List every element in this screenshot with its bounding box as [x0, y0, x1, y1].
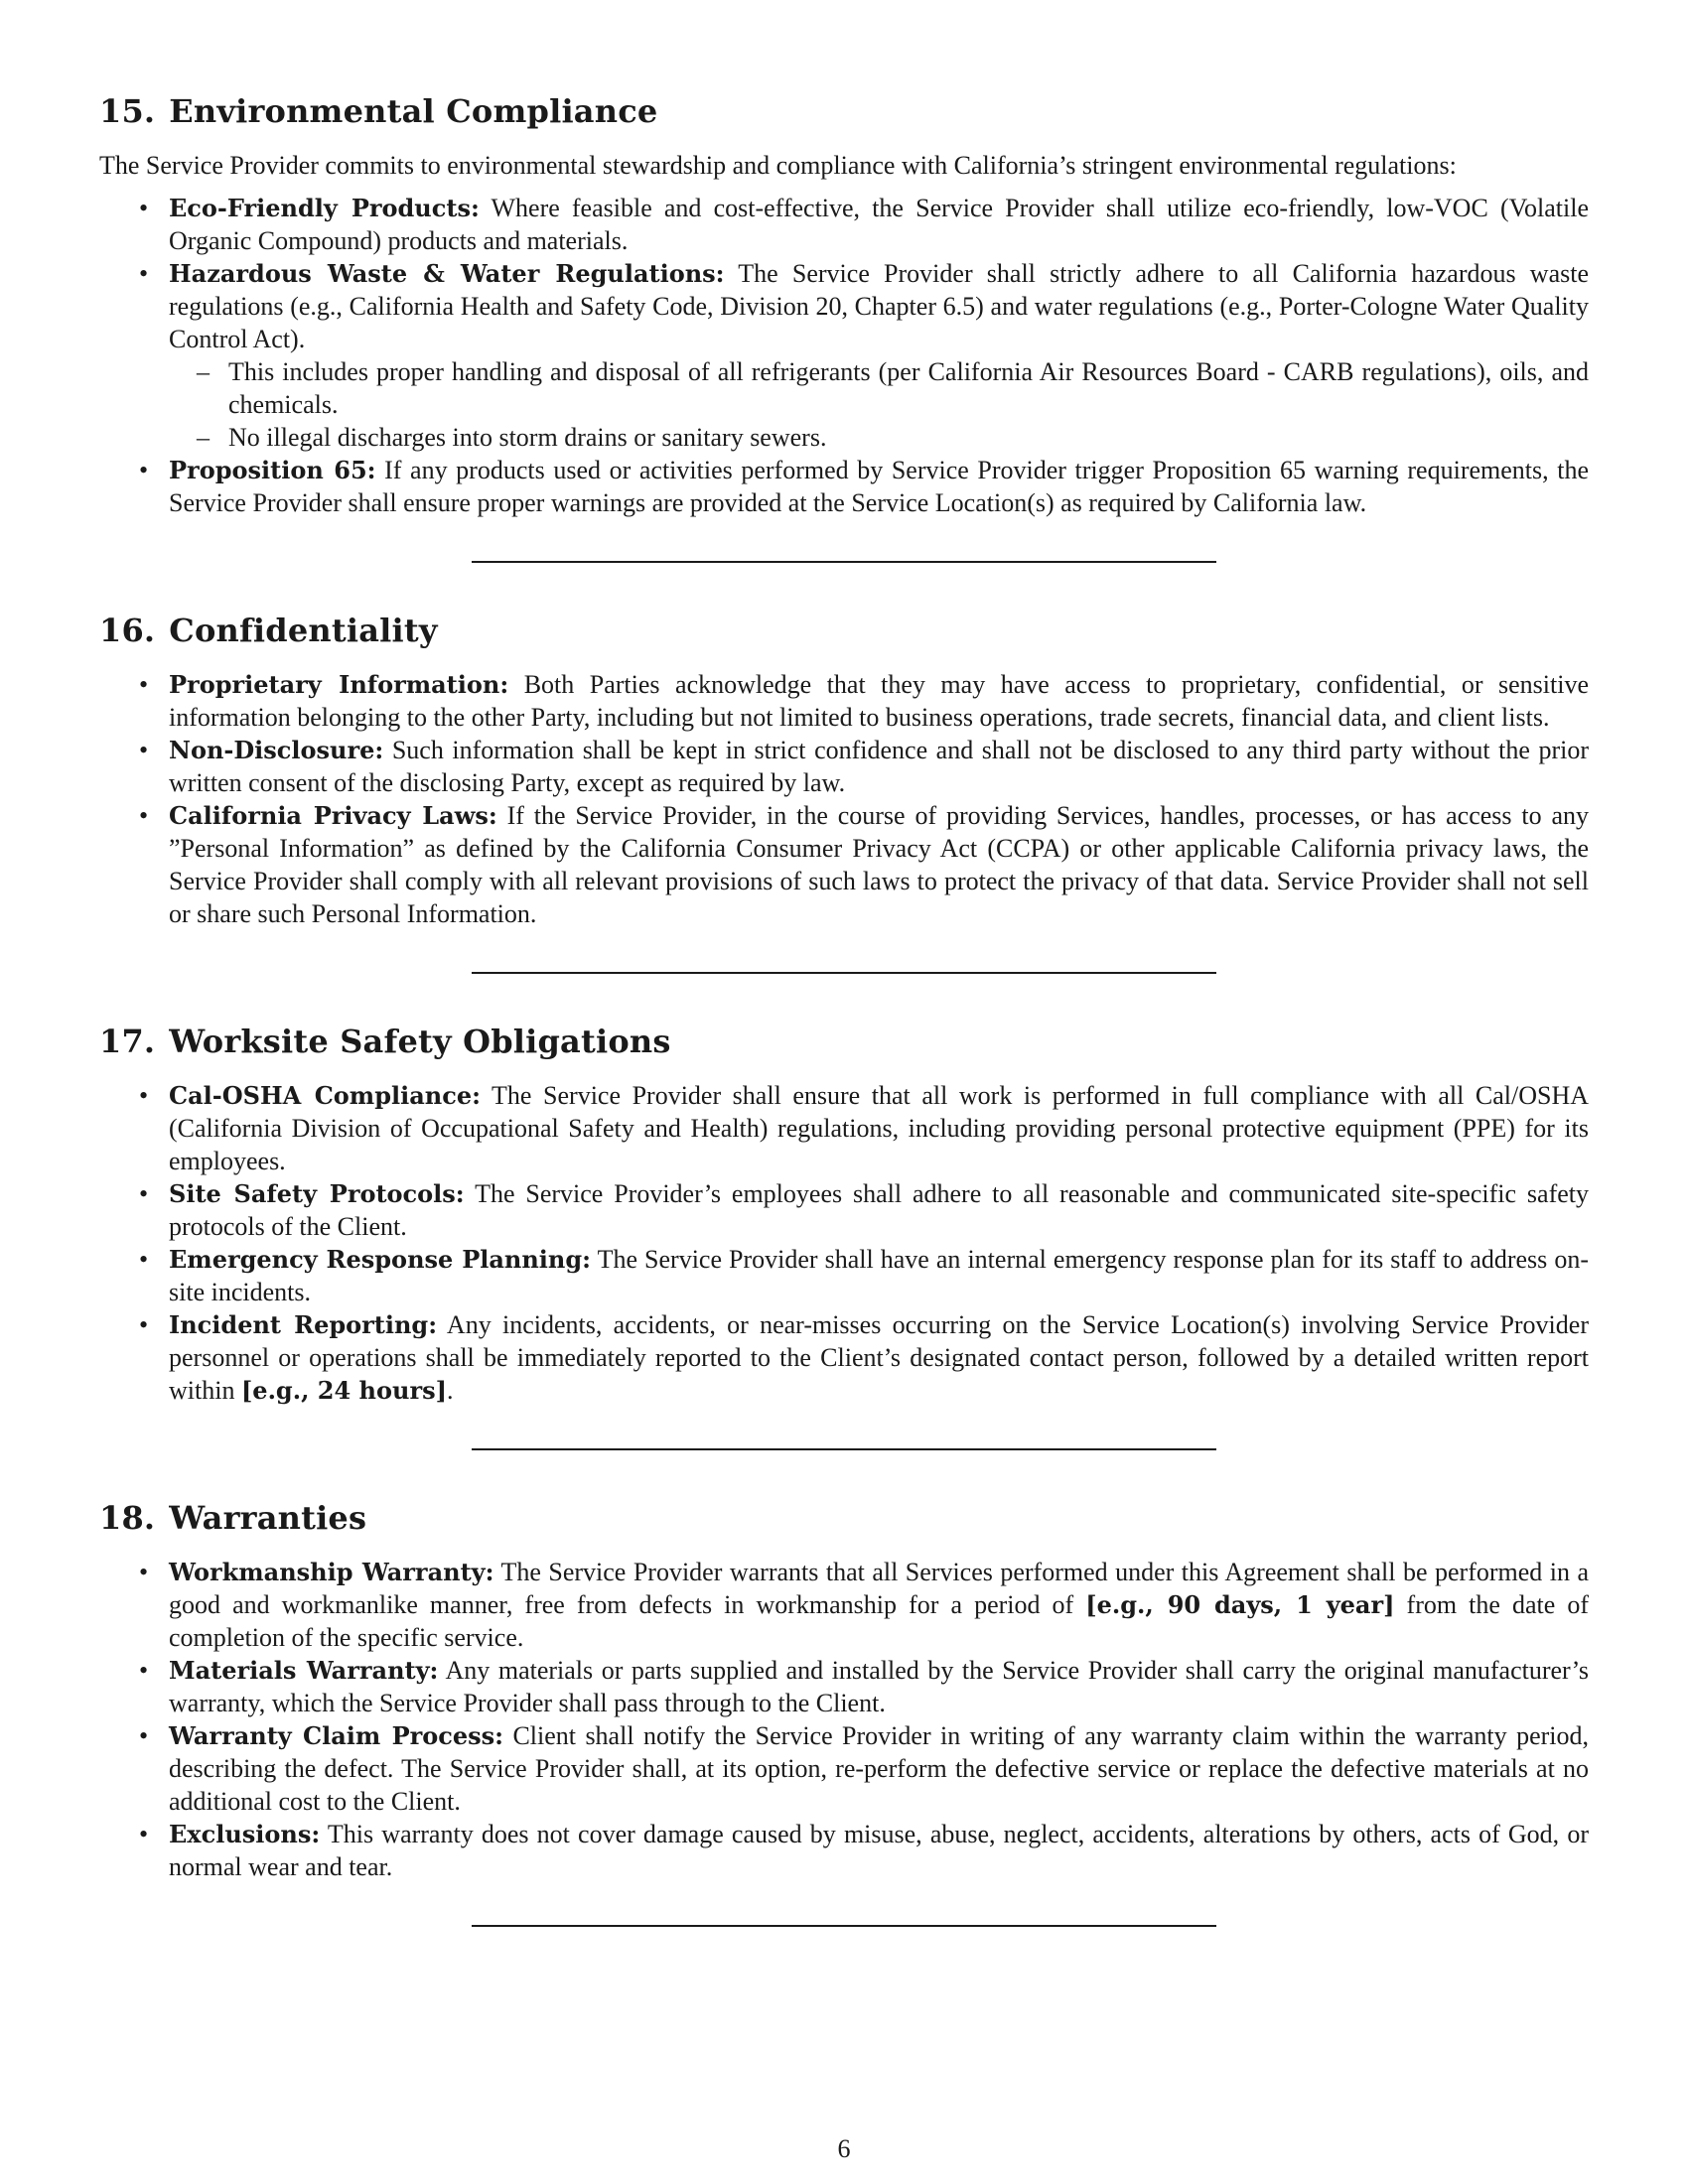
bullet-icon: • [139, 1656, 149, 1685]
section-heading: 17. Worksite Safety Obligations [99, 1023, 671, 1060]
list-item: • Cal-OSHA Compliance: The Service Provider shall ensure that all work is performed in full compliance with all Cal/OSHA (California Division of Occupational Safety and Health) regulations, including providing personal protective equipment (PPE) for its employees. [139, 1081, 1589, 1175]
list-item: • Proposition 65: If any products used or activities performed by Service Provider trigger Proposition 65 warning requirements, the Service Provider shall ensure proper warnings are provided at the Service Location(s) as required by California law. [139, 456, 1589, 517]
section-heading: 16. Confidentiality [99, 612, 438, 649]
bullet-icon: • [139, 456, 149, 484]
dash-icon: – [197, 357, 210, 386]
bullet-icon: • [139, 194, 149, 222]
list-item: • California Privacy Laws: If the Service Provider, in the course of providing Services, handles, processes, or has access to any ”Personal Information” as defined by the California Consumer Privacy Act (CCPA) or other applicable California privacy laws, the Service Provider shall comply with all relevant provisions of such laws to protect the privacy of that data. Service Provider shall not sell or share such Personal Information. [139, 801, 1590, 928]
section-15 [99, 91, 1589, 563]
bullet-list [99, 192, 1589, 519]
list-item: • Materials Warranty: Any materials or parts supplied and installed by the Service Provider shall carry the original manufacturer’s warranty, which the Service Provider shall pass through to the Client. [139, 1656, 1590, 1717]
bullet-icon: • [139, 736, 149, 764]
section-heading: 18. Warranties [99, 1499, 367, 1537]
list-item: • Warranty Claim Process: Client shall notify the Service Provider in writing of any warranty claim within the warranty period, describing the defect. The Service Provider shall, at its option, re-perform the defective service or replace the defective materials at no additional cost to the Client. [139, 1721, 1590, 1816]
bullet-icon: • [139, 1721, 149, 1750]
bullet-icon: • [139, 1558, 149, 1586]
sub-list-item: – This includes proper handling and disposal of all refrigerants (per California Air Resources Board - CARB regulations), oils, and chemicals. [197, 357, 1589, 419]
sub-list [169, 355, 1589, 454]
list-item: • Exclusions: This warranty does not cover damage caused by misuse, abuse, neglect, accidents, alterations by others, acts of God, or normal wear and tear. [139, 1820, 1589, 1881]
section-16 [99, 611, 1589, 974]
section-18 [99, 1498, 1589, 1927]
section-divider [472, 1925, 1216, 1927]
bullet-icon: • [139, 1820, 149, 1848]
sub-list-item: – No illegal discharges into storm drains or sanitary sewers. [197, 423, 827, 452]
list-item: • Hazardous Waste & Water Regulations: The Service Provider shall strictly adhere to all California hazardous waste regulations (e.g., California Health and Safety Code, Division 20, Chapter 6.5) and water regulations (e.g., Porter-Cologne Water Quality Control Act). – This includes proper handling and disposal of all refrigerants (per California Air Resources Board - CARB regulations), oils, and chemicals. – No illegal discharges into storm drains or sanitary sewers. [139, 259, 1589, 452]
list-item: • Emergency Response Planning: The Service Provider shall have an internal emergency response plan for its staff to address on-site incidents. [139, 1245, 1589, 1306]
document-page [99, 91, 1589, 1927]
bullet-icon: • [139, 670, 149, 699]
list-item: • Workmanship Warranty: The Service Provider warrants that all Services performed under this Agreement shall be performed in a good and workmanlike manner, free from defects in workmanship for a period of [e.g., 90 days, 1 year] from the date of completion of the specific service. [139, 1558, 1590, 1652]
section-intro: The Service Provider commits to environmental stewardship and compliance with California’s stringent environmental regulations: [99, 151, 1457, 180]
dash-icon: – [197, 423, 210, 452]
list-item: • Non-Disclosure: Such information shall be kept in strict confidence and shall not be disclosed to any third party without the prior written consent of the disclosing Party, except as required by law. [139, 736, 1589, 797]
bullet-icon: • [139, 801, 149, 830]
list-item: • Eco-Friendly Products: Where feasible and cost-effective, the Service Provider shall utilize eco-friendly, low-VOC (Volatile Organic Compound) products and materials. [139, 194, 1589, 255]
bullet-list [99, 1556, 1589, 1883]
section-heading: 15. Environmental Compliance [99, 92, 658, 130]
list-item: • Site Safety Protocols: The Service Provider’s employees shall adhere to all reasonable and communicated site-specific safety protocols of the Client. [139, 1179, 1589, 1241]
bullet-icon: • [139, 1081, 149, 1110]
bullet-icon: • [139, 1179, 149, 1208]
bullet-icon: • [139, 1245, 149, 1274]
section-17 [99, 1022, 1589, 1450]
list-item: • Incident Reporting: Any incidents, accidents, or near-misses occurring on the Service Location(s) involving Service Provider personnel or operations shall be immediately reported to the Client’s designated contact person, followed by a detailed written report within [e.g., 24 hours]. [139, 1310, 1589, 1405]
bullet-icon: • [139, 259, 149, 288]
bullet-icon: • [139, 1310, 149, 1339]
page-number: 6 [837, 2134, 851, 2163]
bullet-list [99, 668, 1589, 930]
bullet-list [99, 1079, 1589, 1407]
list-item: • Proprietary Information: Both Parties acknowledge that they may have access to proprietary, confidential, or sensitive information belonging to the other Party, including but not limited to business operations, trade secrets, financial data, and client lists. [139, 670, 1589, 732]
